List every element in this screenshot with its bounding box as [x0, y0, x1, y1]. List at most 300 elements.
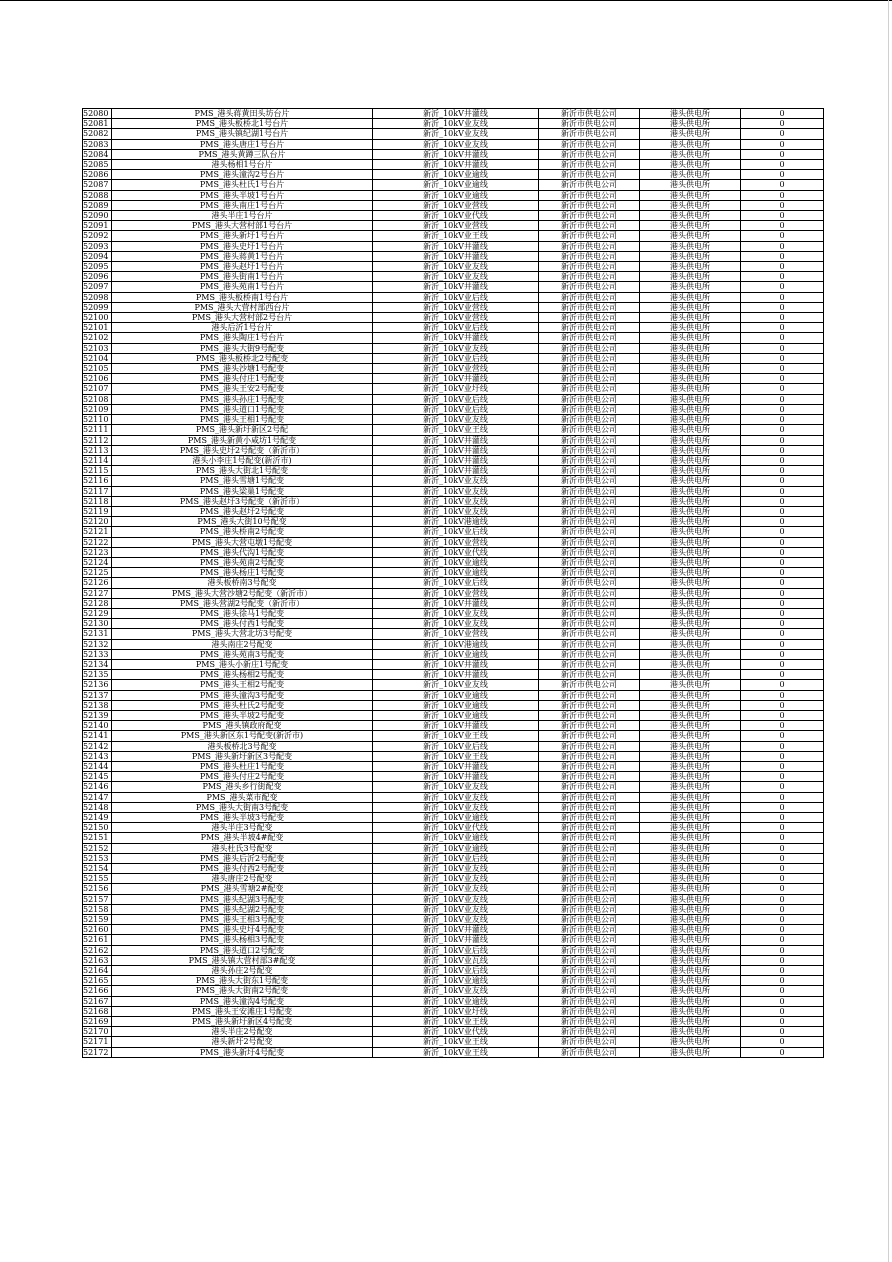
table-row — [83, 231, 824, 241]
feeder-line-cell: 新沂_10kV业逾线 — [373, 996, 539, 1006]
station-name-cell: PMS_港头蒋黄1号台片 — [112, 251, 373, 261]
feeder-line-cell: 新沂_10kV业王线 — [373, 425, 539, 435]
row-id-cell: 52144 — [83, 762, 112, 772]
feeder-line-cell: 新沂_10kV井灌线 — [373, 670, 539, 680]
company-cell: 新沂市供电公司 — [539, 731, 640, 741]
company-cell: 新沂市供电公司 — [539, 109, 640, 119]
company-cell: 新沂市供电公司 — [539, 517, 640, 527]
value-cell: 0 — [741, 170, 824, 180]
table-row — [83, 343, 824, 353]
station-name-cell: PMS_港头杨庄1号配变 — [112, 568, 373, 578]
substation-cell: 港头供电所 — [640, 690, 741, 700]
station-name-cell: PMS_港头纪湖3号配变 — [112, 894, 373, 904]
feeder-line-cell: 新沂_10kV业王线 — [373, 231, 539, 241]
company-cell: 新沂市供电公司 — [539, 598, 640, 608]
feeder-line-cell: 新沂_10kV业营线 — [373, 364, 539, 374]
value-cell: 0 — [741, 557, 824, 567]
row-id-cell: 52171 — [83, 1037, 112, 1047]
row-id-cell: 52146 — [83, 782, 112, 792]
company-cell: 新沂市供电公司 — [539, 649, 640, 659]
table-row — [83, 394, 824, 404]
row-id-cell: 52101 — [83, 323, 112, 333]
table-row — [83, 139, 824, 149]
row-id-cell: 52142 — [83, 741, 112, 751]
substation-cell: 港头供电所 — [640, 588, 741, 598]
substation-cell: 港头供电所 — [640, 833, 741, 843]
station-name-cell: PMS_港头王安2号配变 — [112, 384, 373, 394]
company-cell: 新沂市供电公司 — [539, 231, 640, 241]
company-cell: 新沂市供电公司 — [539, 527, 640, 537]
substation-cell: 港头供电所 — [640, 547, 741, 557]
company-cell: 新沂市供电公司 — [539, 425, 640, 435]
company-cell: 新沂市供电公司 — [539, 323, 640, 333]
company-cell: 新沂市供电公司 — [539, 986, 640, 996]
value-cell: 0 — [741, 384, 824, 394]
feeder-line-cell: 新沂_10kV业后线 — [373, 741, 539, 751]
value-cell: 0 — [741, 629, 824, 639]
value-cell: 0 — [741, 741, 824, 751]
station-name-cell: PMS_港头孙庄1号配变 — [112, 394, 373, 404]
value-cell: 0 — [741, 639, 824, 649]
substation-cell: 港头供电所 — [640, 955, 741, 965]
row-id-cell: 52125 — [83, 568, 112, 578]
substation-cell: 港头供电所 — [640, 659, 741, 669]
value-cell: 0 — [741, 445, 824, 455]
table-row — [83, 557, 824, 567]
value-cell: 0 — [741, 547, 824, 557]
station-name-cell: PMS_港头小新庄1号配变 — [112, 659, 373, 669]
feeder-line-cell: 新沂_10kV业友线 — [373, 506, 539, 516]
table-row — [83, 608, 824, 618]
station-name-cell: PMS_港头苑南3号配变 — [112, 649, 373, 659]
station-name-cell: PMS_港头付西2号配变 — [112, 864, 373, 874]
substation-cell: 港头供电所 — [640, 476, 741, 486]
substation-cell: 港头供电所 — [640, 343, 741, 353]
feeder-line-cell: 新沂_10kV业友线 — [373, 619, 539, 629]
station-name-cell: PMS_港头王安滩庄1号配变 — [112, 1006, 373, 1016]
substation-cell: 港头供电所 — [640, 506, 741, 516]
row-id-cell: 52156 — [83, 884, 112, 894]
table-row — [83, 833, 824, 843]
row-id-cell: 52145 — [83, 772, 112, 782]
table-row — [83, 466, 824, 476]
station-name-cell: PMS_港头赵圩2号配变 — [112, 506, 373, 516]
table-row — [83, 435, 824, 445]
value-cell: 0 — [741, 751, 824, 761]
table-row — [83, 741, 824, 751]
feeder-line-cell: 新沂_10kV业友线 — [373, 874, 539, 884]
feeder-line-cell: 新沂_10kV井灌线 — [373, 160, 539, 170]
value-cell: 0 — [741, 619, 824, 629]
row-id-cell: 52097 — [83, 282, 112, 292]
value-cell: 0 — [741, 588, 824, 598]
feeder-line-cell: 新沂_10kV井灌线 — [373, 282, 539, 292]
value-cell: 0 — [741, 864, 824, 874]
row-id-cell: 52137 — [83, 690, 112, 700]
row-id-cell: 52136 — [83, 680, 112, 690]
station-name-cell: PMS_港头营湖2号配变（新沂市） — [112, 598, 373, 608]
row-id-cell: 52160 — [83, 925, 112, 935]
substation-cell: 港头供电所 — [640, 680, 741, 690]
value-cell: 0 — [741, 435, 824, 445]
row-id-cell: 52084 — [83, 149, 112, 159]
substation-cell: 港头供电所 — [640, 639, 741, 649]
value-cell: 0 — [741, 425, 824, 435]
substation-cell: 港头供电所 — [640, 843, 741, 853]
station-name-cell: PMS_港头付庄2号配变 — [112, 772, 373, 782]
feeder-line-cell: 新沂_10kV井灌线 — [373, 659, 539, 669]
table-row — [83, 486, 824, 496]
table-row — [83, 874, 824, 884]
feeder-line-cell: 新沂_10kV业代线 — [373, 1027, 539, 1037]
table-row — [83, 476, 824, 486]
feeder-line-cell: 新沂_10kV井灌线 — [373, 721, 539, 731]
value-cell: 0 — [741, 945, 824, 955]
station-name-cell: PMS_港头镇纪湖1号台片 — [112, 129, 373, 139]
feeder-line-cell: 新沂_10kV业友线 — [373, 680, 539, 690]
row-id-cell: 52103 — [83, 343, 112, 353]
row-id-cell: 52124 — [83, 557, 112, 567]
value-cell: 0 — [741, 966, 824, 976]
row-id-cell: 52102 — [83, 333, 112, 343]
company-cell: 新沂市供电公司 — [539, 537, 640, 547]
station-name-cell: PMS_港头潼沟3号配变 — [112, 690, 373, 700]
feeder-line-cell: 新沂_10kV井灌线 — [373, 333, 539, 343]
table-row — [83, 109, 824, 119]
station-name-cell: PMS_港头苑南1号台片 — [112, 282, 373, 292]
feeder-line-cell: 新沂_10kV业圩线 — [373, 384, 539, 394]
company-cell: 新沂市供电公司 — [539, 333, 640, 343]
value-cell: 0 — [741, 782, 824, 792]
substation-cell: 港头供电所 — [640, 619, 741, 629]
company-cell: 新沂市供电公司 — [539, 496, 640, 506]
company-cell: 新沂市供电公司 — [539, 894, 640, 904]
company-cell: 新沂市供电公司 — [539, 823, 640, 833]
row-id-cell: 52126 — [83, 578, 112, 588]
company-cell: 新沂市供电公司 — [539, 1017, 640, 1027]
feeder-line-cell: 新沂_10kV井灌线 — [373, 445, 539, 455]
feeder-line-cell: 新沂_10kV业后线 — [373, 578, 539, 588]
company-cell: 新沂市供电公司 — [539, 904, 640, 914]
table-row — [83, 721, 824, 731]
value-cell: 0 — [741, 700, 824, 710]
value-cell: 0 — [741, 404, 824, 414]
table-row — [83, 792, 824, 802]
company-cell: 新沂市供电公司 — [539, 170, 640, 180]
substation-cell: 港头供电所 — [640, 170, 741, 180]
value-cell: 0 — [741, 721, 824, 731]
row-id-cell: 52118 — [83, 496, 112, 506]
feeder-line-cell: 新沂_10kV井灌线 — [373, 435, 539, 445]
substation-cell: 港头供电所 — [640, 1027, 741, 1037]
station-name-cell: PMS_港头新圩新区2号配 — [112, 425, 373, 435]
table-row — [83, 129, 824, 139]
company-cell: 新沂市供电公司 — [539, 639, 640, 649]
station-name-cell: PMS_港头杜庄1号配变 — [112, 762, 373, 772]
station-name-cell: PMS_港头后沂2号配变 — [112, 853, 373, 863]
row-id-cell: 52138 — [83, 700, 112, 710]
station-name-cell: PMS_港头潼沟2号台片 — [112, 170, 373, 180]
value-cell: 0 — [741, 568, 824, 578]
table-row — [83, 670, 824, 680]
station-name-cell: PMS_港头半坡3号配变 — [112, 813, 373, 823]
value-cell: 0 — [741, 211, 824, 221]
station-name-cell: PMS_港头王相1号配变 — [112, 415, 373, 425]
table-row — [83, 649, 824, 659]
company-cell: 新沂市供电公司 — [539, 945, 640, 955]
company-cell: 新沂市供电公司 — [539, 313, 640, 323]
station-name-cell: PMS_港头新圩新区3号配变 — [112, 751, 373, 761]
row-id-cell: 52081 — [83, 119, 112, 129]
value-cell: 0 — [741, 772, 824, 782]
substation-cell: 港头供电所 — [640, 211, 741, 221]
row-id-cell: 52087 — [83, 180, 112, 190]
station-name-cell: PMS_港头大街9号配变 — [112, 343, 373, 353]
substation-cell: 港头供电所 — [640, 557, 741, 567]
company-cell: 新沂市供电公司 — [539, 762, 640, 772]
company-cell: 新沂市供电公司 — [539, 925, 640, 935]
feeder-line-cell: 新沂_10kV业友线 — [373, 476, 539, 486]
station-name-cell: PMS_港头史圩2号配变（新沂市） — [112, 445, 373, 455]
station-name-cell: PMS_港头镇政府配变 — [112, 721, 373, 731]
company-cell: 新沂市供电公司 — [539, 486, 640, 496]
feeder-line-cell: 新沂_10kV井灌线 — [373, 149, 539, 159]
substation-cell: 港头供电所 — [640, 568, 741, 578]
value-cell: 0 — [741, 915, 824, 925]
row-id-cell: 52121 — [83, 527, 112, 537]
table-row — [83, 425, 824, 435]
feeder-line-cell: 新沂_10kV港逾线 — [373, 639, 539, 649]
feeder-line-cell: 新沂_10kV业友线 — [373, 486, 539, 496]
company-cell: 新沂市供电公司 — [539, 874, 640, 884]
row-id-cell: 52140 — [83, 721, 112, 731]
station-name-cell: PMS_港头大营沙塘2号配变（新沂市） — [112, 588, 373, 598]
table-row — [83, 445, 824, 455]
row-id-cell: 52110 — [83, 415, 112, 425]
company-cell: 新沂市供电公司 — [539, 792, 640, 802]
feeder-line-cell: 新沂_10kV业王线 — [373, 1017, 539, 1027]
value-cell: 0 — [741, 1037, 824, 1047]
row-id-cell: 52149 — [83, 813, 112, 823]
feeder-line-cell: 新沂_10kV井灌线 — [373, 109, 539, 119]
company-cell: 新沂市供电公司 — [539, 1037, 640, 1047]
table-row — [83, 302, 824, 312]
value-cell: 0 — [741, 486, 824, 496]
table-row — [83, 1006, 824, 1016]
row-id-cell: 52119 — [83, 506, 112, 516]
row-id-cell: 52164 — [83, 966, 112, 976]
company-cell: 新沂市供电公司 — [539, 935, 640, 945]
company-cell: 新沂市供电公司 — [539, 1047, 640, 1057]
value-cell: 0 — [741, 200, 824, 210]
table-row — [83, 680, 824, 690]
row-id-cell: 52168 — [83, 1006, 112, 1016]
substation-cell: 港头供电所 — [640, 751, 741, 761]
row-id-cell: 52128 — [83, 598, 112, 608]
row-id-cell: 52157 — [83, 894, 112, 904]
company-cell: 新沂市供电公司 — [539, 608, 640, 618]
company-cell: 新沂市供电公司 — [539, 180, 640, 190]
station-name-cell: PMS_港头道口2号配变 — [112, 945, 373, 955]
station-name-cell: PMS_港头苑南2号配变 — [112, 557, 373, 567]
feeder-line-cell: 新沂_10kV业后线 — [373, 527, 539, 537]
company-cell: 新沂市供电公司 — [539, 262, 640, 272]
feeder-line-cell: 新沂_10kV业后线 — [373, 394, 539, 404]
station-name-cell: PMS_港头半坡2号配变 — [112, 710, 373, 720]
row-id-cell: 52096 — [83, 272, 112, 282]
value-cell: 0 — [741, 129, 824, 139]
feeder-line-cell: 新沂_10kV井灌线 — [373, 455, 539, 465]
company-cell: 新沂市供电公司 — [539, 455, 640, 465]
table-row — [83, 843, 824, 853]
substation-cell: 港头供电所 — [640, 598, 741, 608]
substation-cell: 港头供电所 — [640, 435, 741, 445]
row-id-cell: 52085 — [83, 160, 112, 170]
company-cell: 新沂市供电公司 — [539, 578, 640, 588]
feeder-line-cell: 新沂_10kV业友线 — [373, 129, 539, 139]
value-cell: 0 — [741, 506, 824, 516]
feeder-line-cell: 新沂_10kV业友线 — [373, 608, 539, 618]
feeder-line-cell: 新沂_10kV井灌线 — [373, 762, 539, 772]
row-id-cell: 52166 — [83, 986, 112, 996]
substation-cell: 港头供电所 — [640, 1047, 741, 1057]
company-cell: 新沂市供电公司 — [539, 782, 640, 792]
value-cell: 0 — [741, 762, 824, 772]
table-row — [83, 996, 824, 1006]
feeder-line-cell: 新沂_10kV业营线 — [373, 629, 539, 639]
row-id-cell: 52141 — [83, 731, 112, 741]
row-id-cell: 52127 — [83, 588, 112, 598]
table-row — [83, 404, 824, 414]
substation-cell: 港头供电所 — [640, 976, 741, 986]
station-name-cell: PMS_港头沙塘1号配变 — [112, 364, 373, 374]
station-name-cell: PMS_港头杜氏1号台片 — [112, 180, 373, 190]
company-cell: 新沂市供电公司 — [539, 384, 640, 394]
table-row — [83, 690, 824, 700]
table-row — [83, 353, 824, 363]
feeder-line-cell: 新沂_10kV业营线 — [373, 588, 539, 598]
feeder-line-cell: 新沂_10kV业友线 — [373, 343, 539, 353]
substation-cell: 港头供电所 — [640, 221, 741, 231]
feeder-line-cell: 新沂_10kV井灌线 — [373, 772, 539, 782]
table-row — [83, 894, 824, 904]
station-name-cell: PMS_港头板桥南1号台片 — [112, 292, 373, 302]
table-row — [83, 639, 824, 649]
value-cell: 0 — [741, 109, 824, 119]
company-cell: 新沂市供电公司 — [539, 466, 640, 476]
substation-cell: 港头供电所 — [640, 782, 741, 792]
row-id-cell: 52090 — [83, 211, 112, 221]
feeder-line-cell: 新沂_10kV业逾线 — [373, 843, 539, 853]
station-name-cell: 港头后沂1号台片 — [112, 323, 373, 333]
feeder-line-cell: 新沂_10kV业友线 — [373, 139, 539, 149]
feeder-line-cell: 新沂_10kV业逾线 — [373, 170, 539, 180]
station-name-cell: PMS_港头梁巢1号配变 — [112, 486, 373, 496]
value-cell: 0 — [741, 455, 824, 465]
row-id-cell: 52109 — [83, 404, 112, 414]
table-row — [83, 160, 824, 170]
feeder-line-cell: 新沂_10kV业友线 — [373, 894, 539, 904]
value-cell: 0 — [741, 262, 824, 272]
row-id-cell: 52150 — [83, 823, 112, 833]
value-cell: 0 — [741, 394, 824, 404]
row-id-cell: 52169 — [83, 1017, 112, 1027]
table-row — [83, 802, 824, 812]
row-id-cell: 52161 — [83, 935, 112, 945]
table-row — [83, 915, 824, 925]
company-cell: 新沂市供电公司 — [539, 843, 640, 853]
table-row — [83, 1047, 824, 1057]
substation-cell: 港头供电所 — [640, 353, 741, 363]
value-cell: 0 — [741, 710, 824, 720]
substation-cell: 港头供电所 — [640, 333, 741, 343]
station-name-cell: PMS_港头道口1号配变 — [112, 404, 373, 414]
feeder-line-cell: 新沂_10kV业营线 — [373, 221, 539, 231]
value-cell: 0 — [741, 333, 824, 343]
row-id-cell: 52093 — [83, 241, 112, 251]
substation-cell: 港头供电所 — [640, 302, 741, 312]
feeder-line-cell: 新沂_10kV业营线 — [373, 302, 539, 312]
value-cell: 0 — [741, 670, 824, 680]
station-name-cell: PMS_港头蒋黄田头坊台片 — [112, 109, 373, 119]
row-id-cell: 52162 — [83, 945, 112, 955]
company-cell: 新沂市供电公司 — [539, 588, 640, 598]
feeder-line-cell: 新沂_10kV业王线 — [373, 731, 539, 741]
feeder-line-cell: 新沂_10kV业友线 — [373, 262, 539, 272]
table-row — [83, 1037, 824, 1047]
station-name-cell: PMS_港头乡行街配变 — [112, 782, 373, 792]
substation-cell: 港头供电所 — [640, 925, 741, 935]
substation-cell: 港头供电所 — [640, 282, 741, 292]
feeder-line-cell: 新沂_10kV业营线 — [373, 200, 539, 210]
station-name-cell: 港头半庄1号台片 — [112, 211, 373, 221]
feeder-line-cell: 新沂_10kV业友线 — [373, 792, 539, 802]
feeder-line-cell: 新沂_10kV业逾线 — [373, 190, 539, 200]
feeder-line-cell: 新沂_10kV井灌线 — [373, 935, 539, 945]
station-name-cell: 港头杜氏3号配变 — [112, 843, 373, 853]
company-cell: 新沂市供电公司 — [539, 619, 640, 629]
row-id-cell: 52115 — [83, 466, 112, 476]
substation-cell: 港头供电所 — [640, 129, 741, 139]
table-row — [83, 772, 824, 782]
substation-cell: 港头供电所 — [640, 160, 741, 170]
table-row — [83, 313, 824, 323]
station-name-cell: PMS_港头大街南3号配变 — [112, 802, 373, 812]
station-name-cell: PMS_港头街南1号台片 — [112, 272, 373, 282]
substation-cell: 港头供电所 — [640, 853, 741, 863]
table-row — [83, 496, 824, 506]
table-row — [83, 364, 824, 374]
value-cell: 0 — [741, 649, 824, 659]
table-row — [83, 262, 824, 272]
value-cell: 0 — [741, 292, 824, 302]
table-row — [83, 700, 824, 710]
station-name-cell: 港头杨相1号台片 — [112, 160, 373, 170]
table-row — [83, 864, 824, 874]
station-name-cell: PMS_港头付西1号配变 — [112, 619, 373, 629]
company-cell: 新沂市供电公司 — [539, 160, 640, 170]
row-id-cell: 52152 — [83, 843, 112, 853]
row-id-cell: 52099 — [83, 302, 112, 312]
value-cell: 0 — [741, 415, 824, 425]
substation-cell: 港头供电所 — [640, 884, 741, 894]
table-row — [83, 241, 824, 251]
table-row — [83, 945, 824, 955]
station-name-cell: 港头小李庄1号配变(新沂市) — [112, 455, 373, 465]
table-row — [83, 282, 824, 292]
station-name-cell: PMS_港头板桥北2号配变 — [112, 353, 373, 363]
substation-cell: 港头供电所 — [640, 415, 741, 425]
